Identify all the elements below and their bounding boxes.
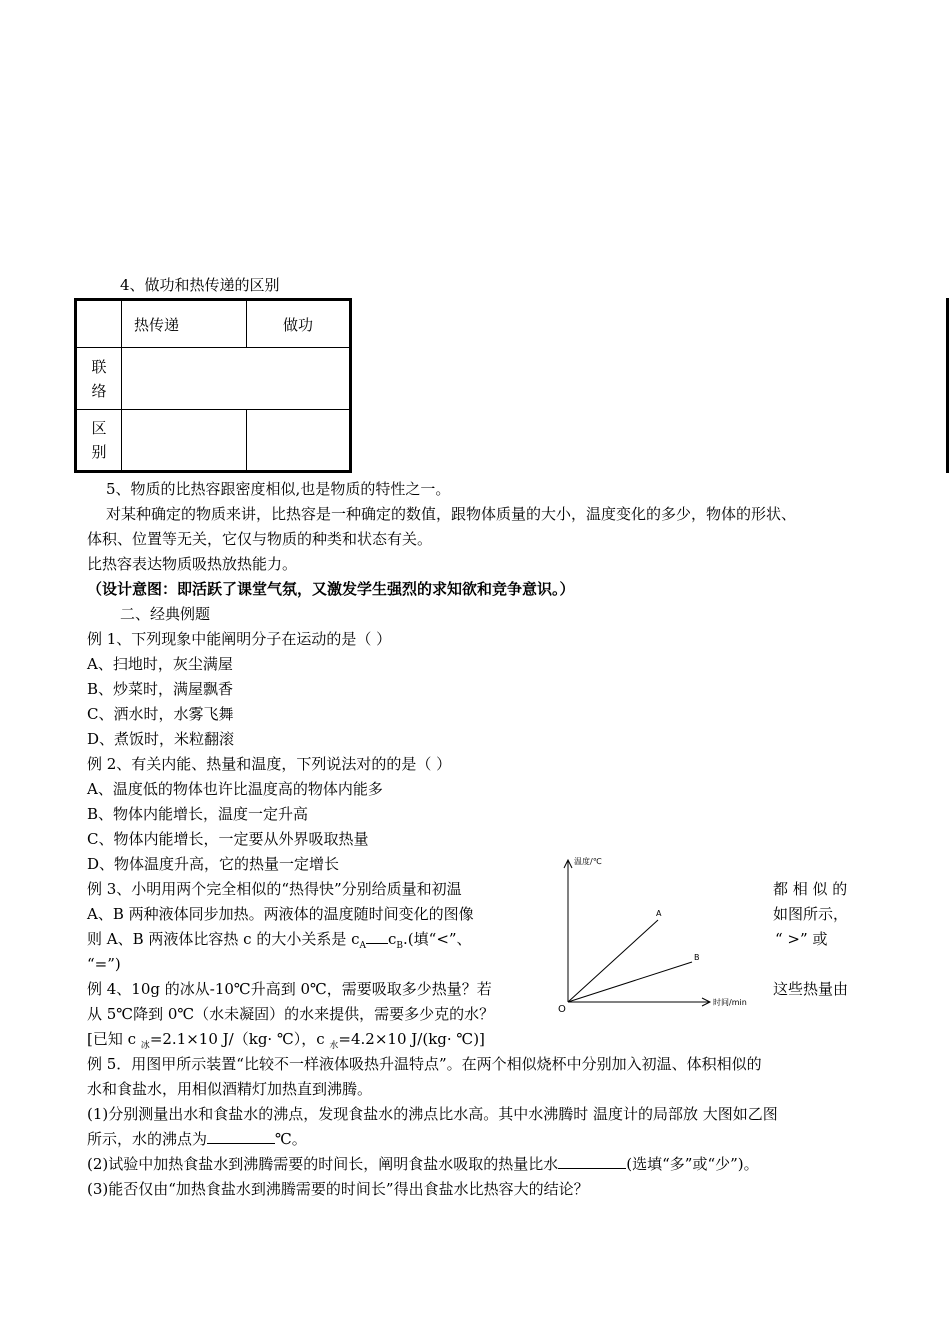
section-5-line-1: 5、物质的比热容跟密度相似,也是物质的特性之一。: [106, 480, 451, 498]
table-row-label-link: [76, 348, 122, 410]
ex1-option-d: D、煮饭时，米粒翻滚: [87, 730, 235, 748]
ex3-line-3: [87, 929, 472, 956]
ex2-option-b: B、物体内能增长，温度一定升高: [87, 805, 309, 823]
ex3-c-symbol: c: [388, 930, 397, 948]
ex5-line-5-tail: (选填“多”或“少”)。: [626, 1155, 759, 1173]
ex4-known-b: =2.1×10 J/（kg· ℃），c: [149, 1030, 330, 1048]
table-cell-diff-work: [247, 410, 351, 472]
ex3-line-3-text: 则 A、B 两液体比容热 c 的大小关系是 c: [87, 930, 360, 948]
ex5-line-3: (1)分别测量出水和食盐水的沸点，发现食盐水的沸点比水高。其中水沸腾时 温度计的局部放 大图如乙图: [87, 1105, 778, 1123]
design-intent-note: （设计意图：即活跃了课堂气氛，又激发学生强烈的求知欲和竞争意识。）: [87, 580, 575, 598]
ex1-option-b: B、炒菜时，满屋飘香: [87, 680, 234, 698]
ex3-sub-a: A: [359, 941, 366, 951]
row1-char2: 络: [91, 381, 107, 400]
row2-char2: 别: [91, 443, 107, 461]
examples-title: 二、经典例题: [120, 605, 211, 623]
ex5-line-4-unit: ℃。: [275, 1130, 307, 1148]
page-edge-bar: [946, 298, 949, 473]
ex4-sub-ice: 冰: [140, 1041, 150, 1051]
ex4-line-3: [87, 1029, 485, 1056]
ex5-line-2: 水和食盐水，用相似酒精灯加热直到沸腾。: [87, 1080, 373, 1098]
ex2-option-c: C、物体内能增长，一定要从外界吸取热量: [87, 830, 369, 848]
ex4-sub-water: 水: [329, 1041, 339, 1051]
graph-line-b: [568, 962, 692, 1002]
ex5-line-6: (3)能否仅由“加热食盐水到沸腾需要的时间长”得出食盐水比热容大的结论？: [87, 1180, 589, 1198]
section-4-title: 4、做功和热传递的区别: [120, 276, 280, 294]
ex3-answer-blank[interactable]: [366, 943, 388, 944]
table-cell-link-content: [122, 348, 351, 410]
ex4-known-c: =4.2×10 J/(kg· ℃)]: [338, 1030, 485, 1048]
graph-origin-label: O: [558, 1004, 566, 1015]
row1-char1: 联: [91, 357, 107, 376]
ex3-line-3-right: “ >” 或: [775, 930, 828, 948]
section-5-line-2: 对某种确定的物质来讲，比热容是一种确定的数值，跟物体质量的大小，温度变化的多少，物体的形状、: [106, 505, 797, 523]
ex3-line-4: “=”): [87, 955, 121, 973]
ex2-option-d: D、物体温度升高，它的热量一定增长: [87, 855, 340, 873]
ex4-line-2: 从 5℃降到 0℃（水未凝固）的水来提供，需要多少克的水？: [87, 1005, 495, 1023]
ex5-boiling-point-blank[interactable]: [207, 1143, 275, 1144]
row2-char1: 区: [91, 419, 107, 437]
ex1-option-c: C、洒水时，水雾飞舞: [87, 705, 234, 723]
ex3-line-1-right: 都 相 似 的: [773, 880, 848, 898]
ex5-line-5-text: (2)试验中加热食盐水到沸腾需要的时间长，阐明食盐水吸取的热量比水: [87, 1155, 559, 1173]
ex3-line-3-tail: .(填“<”、: [403, 930, 472, 948]
table-header-heat: 热传递: [122, 300, 247, 348]
ex5-heat-compare-blank[interactable]: [558, 1168, 626, 1169]
section-5-line-3: 体积、位置等无关，它仅与物质的种类和状态有关。: [87, 530, 433, 548]
ex5-line-1: 例 5．用图甲所示装置“比较不一样液体吸热升温特点”。在两个相似烧杯中分别加入初温、体积相似的: [87, 1055, 762, 1073]
ex2-question: 例 2、有关内能、热量和温度，下列说法对的的是（ ）: [87, 755, 452, 773]
ex4-line-1-right: 这些热量由: [773, 980, 849, 998]
ex5-line-4-text: 所示，水的沸点为: [87, 1130, 208, 1148]
ex4-line-1: 例 4、10g 的冰从-10℃升高到 0℃，需要吸取多少热量？若: [87, 980, 492, 998]
table-cell-diff-heat: [122, 410, 247, 472]
ex5-line-4: [87, 1129, 307, 1149]
temperature-time-graph: [555, 850, 765, 1018]
ex3-line-2: A、B 两种液体同步加热。两液体的温度随时间变化的图像: [87, 905, 474, 923]
graph-y-label: 温度/℃: [574, 857, 602, 866]
ex4-known-a: [已知 c: [87, 1030, 141, 1048]
comparison-table: [74, 298, 352, 473]
table-corner-cell: [76, 300, 122, 348]
ex2-option-a: A、温度低的物体也许比温度高的物体内能多: [87, 780, 383, 798]
ex5-line-5: [87, 1154, 759, 1174]
ex3-sub-b: B: [396, 941, 404, 951]
graph-x-label: 时间/min: [713, 998, 747, 1007]
ex3-line-2-right: 如图所示，: [773, 905, 849, 923]
section-5-line-4: 比热容表达物质吸热放热能力。: [87, 555, 298, 573]
ex1-question: 例 1、下列现象中能阐明分子在运动的是（ ）: [87, 630, 392, 648]
table-header-work: 做功: [247, 300, 351, 348]
ex3-line-1: 例 3、小明用两个完全相似的“热得快”分别给质量和初温: [87, 880, 462, 898]
ex1-option-a: A、扫地时，灰尘满屋: [87, 655, 233, 673]
graph-line-a: [568, 920, 658, 1002]
table-row-label-diff: [76, 410, 122, 472]
graph-line-b-label: B: [694, 953, 700, 962]
graph-line-a-label: A: [656, 909, 662, 918]
